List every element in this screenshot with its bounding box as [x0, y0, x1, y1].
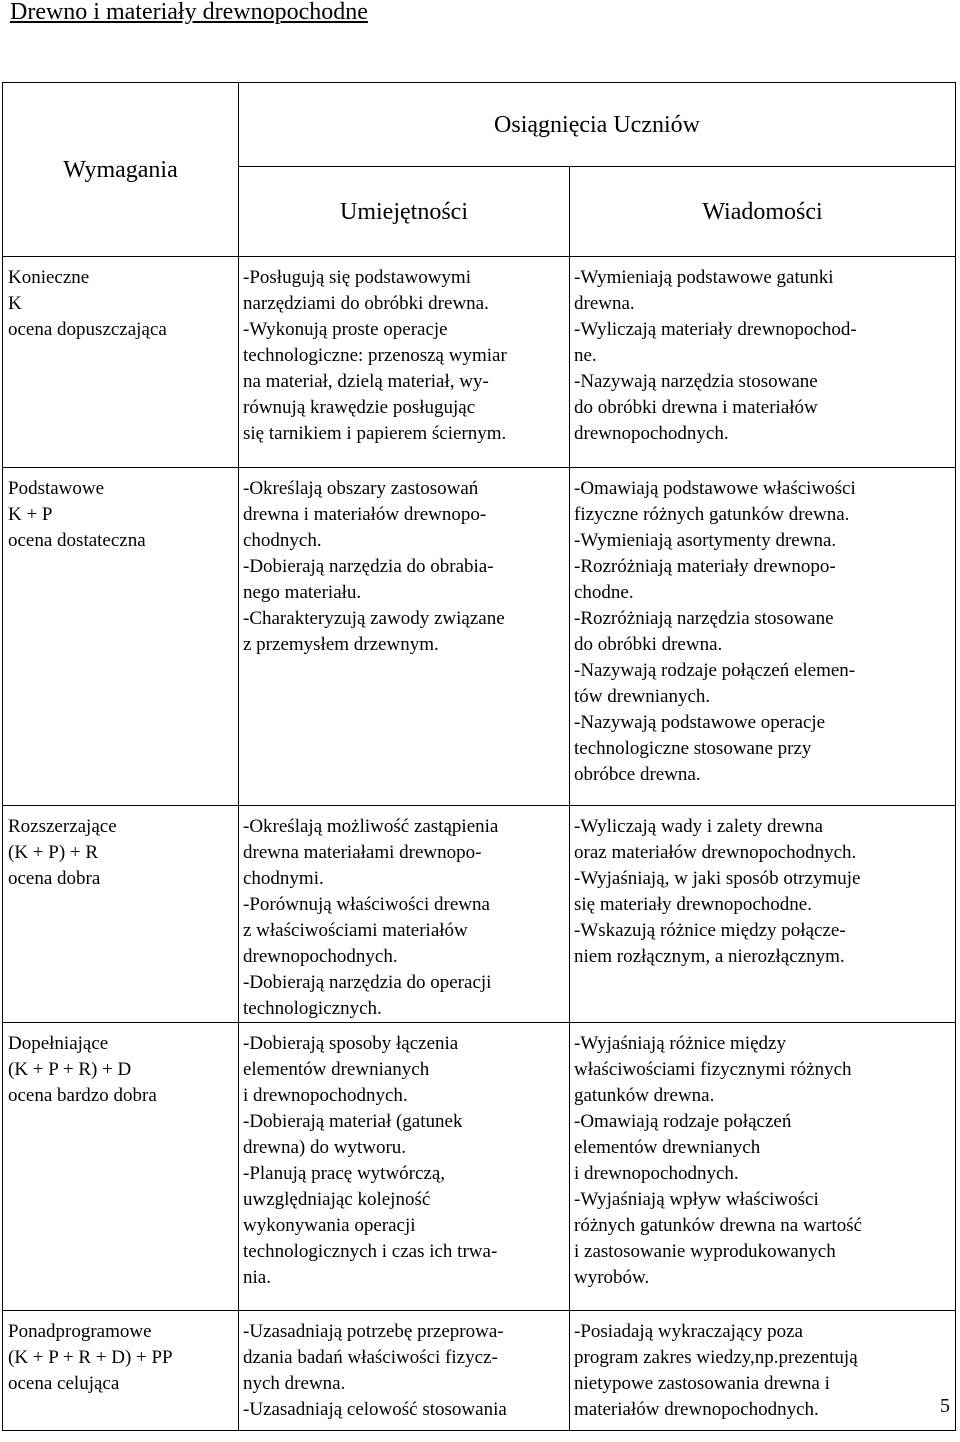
requirements-table [2, 82, 956, 1431]
text-line: i drewnopochodnych. [243, 1085, 408, 1106]
text-line: -Nazywają rodzaje połączeń elemen- [574, 660, 856, 681]
text-line: -Wyjaśniają wpływ właściwości [574, 1189, 819, 1210]
header-wiadomosci [570, 167, 956, 257]
text-line: -Wymieniają asortymenty drewna. [574, 530, 837, 551]
text-line: -Wyjaśniają, w jaki sposób otrzymuje [574, 868, 861, 889]
text-line: właściwościami fizycznymi różnych [574, 1059, 852, 1080]
level-cell [3, 1311, 239, 1431]
text-line: chodne. [574, 582, 634, 603]
text-line: i drewnopochodnych. [574, 1163, 739, 1184]
page-number: 5 [940, 1395, 950, 1417]
text-line: K [8, 293, 22, 314]
table-row [3, 1311, 956, 1431]
text-line: Ponadprogramowe [8, 1321, 152, 1342]
text-line: obróbce drewna. [574, 764, 701, 785]
text-line: się tarnikiem i papierem ściernym. [243, 423, 507, 444]
text-line: chodnymi. [243, 868, 324, 889]
text-line: (K + P) + R [8, 842, 99, 863]
text-line: technologicznych i czas ich trwa- [243, 1241, 498, 1262]
text-line: elementów drewnianych [243, 1059, 430, 1080]
text-line: z właściwościami materiałów [243, 920, 468, 941]
text-line: -Nazywają podstawowe operacje [574, 712, 826, 733]
knowledge-cell [570, 257, 956, 468]
text-line: -Charakteryzują zawody związane [243, 608, 505, 629]
text-line: tów drewnianych. [574, 686, 711, 707]
table-row [3, 257, 956, 468]
text-line: materiałów drewnopochodnych. [574, 1399, 819, 1420]
skills-cell [239, 468, 570, 806]
page-title: Drewno i materiały drewnopochodne [10, 0, 368, 25]
text-line: drewna i materiałów drewnopo- [243, 504, 487, 525]
text-line: -Uzasadniają celowość stosowania [243, 1399, 507, 1420]
level-cell [3, 1023, 239, 1311]
text-line: -Rozróżniają narzędzia stosowane [574, 608, 834, 629]
text-line: uwzględniając kolejność [243, 1189, 431, 1210]
text-line: ocena celująca [8, 1373, 120, 1394]
table-row [3, 468, 956, 806]
text-line: nietypowe zastosowania drewna i [574, 1373, 830, 1394]
skills-cell [239, 806, 570, 1023]
text-line: -Wykonują proste operacje [243, 319, 448, 340]
text-line: z przemysłem drzewnym. [243, 634, 439, 655]
text-line: chodnych. [243, 530, 322, 551]
header-wymagania [3, 83, 239, 257]
text-line: drewnopochodnych. [574, 423, 729, 444]
text-line: drewna) do wytworu. [243, 1137, 407, 1158]
text-line: -Omawiają rodzaje połączeń [574, 1111, 792, 1132]
text-line: drewna. [574, 293, 635, 314]
knowledge-cell [570, 468, 956, 806]
text-line: technologiczne stosowane przy [574, 738, 812, 759]
text-line: nych drewna. [243, 1373, 346, 1394]
text-line: ne. [574, 345, 597, 366]
text-line: ocena dopuszczająca [8, 319, 167, 340]
level-cell [3, 468, 239, 806]
text-line: -Wyliczają wady i zalety drewna [574, 816, 823, 837]
header-umiejetnosci [239, 167, 570, 257]
text-line: -Omawiają podstawowe właściwości [574, 478, 856, 499]
text-line: gatunków drewna. [574, 1085, 715, 1106]
text-line: nego materiału. [243, 582, 362, 603]
text-line: ocena bardzo dobra [8, 1085, 157, 1106]
text-line: równują krawędzie posługując [243, 397, 476, 418]
text-line: elementów drewnianych [574, 1137, 761, 1158]
knowledge-cell [570, 1311, 956, 1431]
text-line: drewnopochodnych. [243, 946, 398, 967]
text-line: -Porównują właściwości drewna [243, 894, 490, 915]
skills-cell [239, 1023, 570, 1311]
text-line: fizyczne różnych gatunków drewna. [574, 504, 850, 525]
text-line: -Dobierają sposoby łączenia [243, 1033, 459, 1054]
text-line: technologicznych. [243, 998, 382, 1019]
header-wiadomosci-label: Wiadomości [702, 198, 823, 225]
text-line: -Uzasadniają potrzebę przeprowa- [243, 1321, 504, 1342]
text-line: -Nazywają narzędzia stosowane [574, 371, 818, 392]
table-row [3, 1023, 956, 1311]
text-line: do obróbki drewna i materiałów [574, 397, 818, 418]
text-line: Rozszerzające [8, 816, 117, 837]
text-line: -Posiadają wykraczający poza [574, 1321, 803, 1342]
text-line: nia. [243, 1267, 271, 1288]
text-line: -Dobierają materiał (gatunek [243, 1111, 463, 1132]
text-line: -Dobierają narzędzia do obrabia- [243, 556, 494, 577]
text-line: -Wyliczają materiały drewnopochod- [574, 319, 857, 340]
text-line: różnych gatunków drewna na wartość [574, 1215, 863, 1236]
text-line: program zakres wiedzy,np.prezentują [574, 1347, 858, 1368]
header-osiagniecia-label: Osiągnięcia Uczniów [494, 111, 700, 138]
header-umiejetnosci-label: Umiejętności [340, 198, 468, 225]
level-cell [3, 257, 239, 468]
text-line: -Wskazują różnice między połącze- [574, 920, 846, 941]
text-line: Podstawowe [8, 478, 105, 499]
text-line: -Wymieniają podstawowe gatunki [574, 267, 834, 288]
text-line: (K + P + R) + D [8, 1059, 132, 1080]
skills-cell [239, 257, 570, 468]
text-line: ocena dobra [8, 868, 101, 889]
text-line: technologiczne: przenoszą wymiar [243, 345, 507, 366]
header-osiagniecia [239, 83, 956, 167]
text-line: narzędziami do obróbki drewna. [243, 293, 489, 314]
header-wymagania-label: Wymagania [63, 156, 178, 183]
text-line: Dopełniające [8, 1033, 109, 1054]
text-line: -Rozróżniają materiały drewnopo- [574, 556, 836, 577]
text-line: Konieczne [8, 267, 90, 288]
text-line: oraz materiałów drewnopochodnych. [574, 842, 857, 863]
text-line: wyrobów. [574, 1267, 650, 1288]
text-line: K + P [8, 504, 53, 525]
text-line: niem rozłącznym, a nierozłącznym. [574, 946, 845, 967]
level-cell [3, 806, 239, 1023]
knowledge-cell [570, 806, 956, 1023]
text-line: i zastosowanie wyprodukowanych [574, 1241, 836, 1262]
text-line: -Planują pracę wytwórczą, [243, 1163, 446, 1184]
text-line: (K + P + R + D) + PP [8, 1347, 173, 1368]
text-line: -Dobierają narzędzia do operacji [243, 972, 492, 993]
text-line: -Wyjaśniają różnice między [574, 1033, 786, 1054]
text-line: wykonywania operacji [243, 1215, 416, 1236]
text-line: -Posługują się podstawowymi [243, 267, 471, 288]
knowledge-cell [570, 1023, 956, 1311]
text-line: drewna materiałami drewnopo- [243, 842, 482, 863]
text-line: się materiały drewnopochodne. [574, 894, 812, 915]
table-row [3, 806, 956, 1023]
text-line: na materiał, dzielą materiał, wy- [243, 371, 489, 392]
text-line: dzania badań właściwości fizycz- [243, 1347, 498, 1368]
text-line: -Określają możliwość zastąpienia [243, 816, 499, 837]
text-line: do obróbki drewna. [574, 634, 723, 655]
text-line: ocena dostateczna [8, 530, 146, 551]
skills-cell [239, 1311, 570, 1431]
text-line: -Określają obszary zastosowań [243, 478, 479, 499]
